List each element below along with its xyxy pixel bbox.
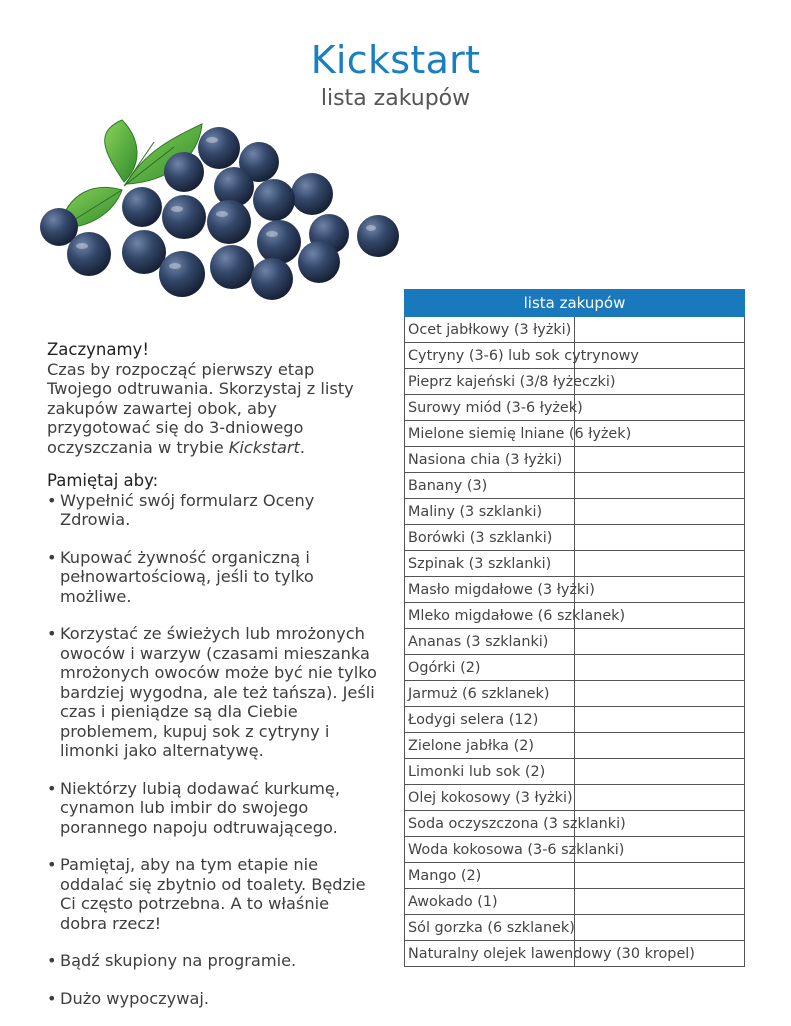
shopping-list-row	[405, 759, 745, 785]
intro-text	[47, 360, 377, 458]
shopping-item-label: Łodygi selera (12)	[405, 707, 575, 733]
shopping-item-label: Ogórki (2)	[405, 655, 575, 681]
shopping-item-label: Ocet jabłkowy (3 łyżki)	[405, 317, 575, 343]
instructions-panel	[47, 340, 377, 1026]
shopping-item-label: Masło migdałowe (3 łyżki)	[405, 577, 575, 603]
reminder-item: • Bądź skupiony na programie.	[47, 951, 377, 971]
intro-text-end: .	[299, 437, 306, 457]
reminder-item: • Niektórzy lubią dodawać kurkumę, cynamon lub imbir do swojego porannego napoju odtruwającego.	[47, 779, 377, 838]
shopping-item-label: Sól gorzka (6 szklanek)	[405, 915, 575, 941]
shopping-item-label: Woda kokosowa (3-6 szklanki)	[405, 837, 575, 863]
shopping-list-row	[405, 343, 745, 369]
shopping-list-row	[405, 707, 745, 733]
reminder-item: • Pamiętaj, aby na tym etapie nie oddalać się zbytnio od toalety. Będzie Ci często potrzebna. A to właśnie dobra rzecz!	[47, 855, 377, 933]
shopping-list-table	[404, 289, 745, 967]
shopping-item-checkbox[interactable]	[575, 525, 745, 551]
shopping-list-row	[405, 681, 745, 707]
shopping-item-checkbox[interactable]	[575, 863, 745, 889]
shopping-list-row	[405, 369, 745, 395]
shopping-list-header: lista zakupów	[405, 290, 745, 317]
shopping-item-label: Mleko migdałowe (6 szklanek)	[405, 603, 575, 629]
page-title: Kickstart	[310, 38, 481, 82]
shopping-list-row	[405, 655, 745, 681]
shopping-item-label: Soda oczyszczona (3 szklanki)	[405, 811, 575, 837]
shopping-item-label: Limonki lub sok (2)	[405, 759, 575, 785]
shopping-list-row	[405, 915, 745, 941]
shopping-item-checkbox[interactable]	[575, 707, 745, 733]
shopping-list-row	[405, 863, 745, 889]
shopping-item-label: Mango (2)	[405, 863, 575, 889]
shopping-list-row	[405, 473, 745, 499]
shopping-item-label: Awokado (1)	[405, 889, 575, 915]
reminders-heading: Pamiętaj aby:	[47, 471, 159, 490]
shopping-list-row	[405, 317, 745, 343]
reminders-list	[47, 491, 377, 1009]
shopping-item-label: Banany (3)	[405, 473, 575, 499]
intro-heading: Zaczynamy!	[47, 340, 149, 359]
shopping-item-checkbox[interactable]	[575, 447, 745, 473]
blueberries-with-mint-illustration	[34, 112, 409, 307]
shopping-item-checkbox[interactable]	[575, 785, 745, 811]
shopping-list-row	[405, 733, 745, 759]
shopping-item-checkbox[interactable]	[575, 395, 745, 421]
shopping-list-row	[405, 499, 745, 525]
reminder-item: • Dużo wypoczywaj.	[47, 989, 377, 1009]
shopping-item-label: Szpinak (3 szklanki)	[405, 551, 575, 577]
shopping-item-label: Naturalny olejek lawendowy (30 kropel)	[405, 941, 575, 967]
shopping-list-row	[405, 395, 745, 421]
shopping-item-label: Cytryny (3-6) lub sok cytrynowy	[405, 343, 575, 369]
shopping-item-checkbox[interactable]	[575, 733, 745, 759]
shopping-item-checkbox[interactable]	[575, 473, 745, 499]
shopping-list-row	[405, 941, 745, 967]
shopping-list-row	[405, 837, 745, 863]
intro-text-body: Czas by rozpocząć pierwszy etap Twojego odtruwania. Skorzystaj z listy zakupów zawartej obok, aby przygotować się do 3-dniowego oczyszczania w trybie	[47, 359, 354, 457]
shopping-item-label: Zielone jabłka (2)	[405, 733, 575, 759]
shopping-item-checkbox[interactable]	[575, 681, 745, 707]
shopping-item-checkbox[interactable]	[575, 629, 745, 655]
shopping-list-row	[405, 785, 745, 811]
shopping-list-row	[405, 577, 745, 603]
shopping-item-label: Jarmuż (6 szklanek)	[405, 681, 575, 707]
shopping-item-checkbox[interactable]	[575, 759, 745, 785]
shopping-list-row	[405, 629, 745, 655]
reminder-item: • Kupować żywność organiczną i pełnowartościową, jeśli to tylko możliwe.	[47, 548, 377, 607]
shopping-list-row	[405, 603, 745, 629]
shopping-list-row	[405, 447, 745, 473]
shopping-item-checkbox[interactable]	[575, 499, 745, 525]
shopping-list-row	[405, 811, 745, 837]
shopping-item-checkbox[interactable]	[575, 889, 745, 915]
shopping-item-label: Ananas (3 szklanki)	[405, 629, 575, 655]
shopping-item-label: Borówki (3 szklanki)	[405, 525, 575, 551]
shopping-item-checkbox[interactable]	[575, 551, 745, 577]
shopping-item-checkbox[interactable]	[575, 577, 745, 603]
shopping-item-label: Maliny (3 szklanki)	[405, 499, 575, 525]
shopping-list-body	[405, 317, 745, 967]
shopping-list-row	[405, 551, 745, 577]
shopping-item-label: Surowy miód (3-6 łyżek)	[405, 395, 575, 421]
shopping-item-label: Pieprz kajeński (3/8 łyżeczki)	[405, 369, 575, 395]
shopping-item-checkbox[interactable]	[575, 317, 745, 343]
program-name: Kickstart	[228, 437, 300, 457]
shopping-item-checkbox[interactable]	[575, 915, 745, 941]
reminder-item: • Korzystać ze świeżych lub mrożonych owoców i warzyw (czasami mieszanka mrożonych owoców może być nie tylko bardziej wygodna, ale też tańsza). Jeśli czas i pieniądze są dla Ciebie problemem, kupuj sok z cytryny i limonki jako alternatywę.	[47, 624, 377, 761]
shopping-item-label: Nasiona chia (3 łyżki)	[405, 447, 575, 473]
shopping-list-row	[405, 525, 745, 551]
shopping-item-label: Olej kokosowy (3 łyżki)	[405, 785, 575, 811]
shopping-item-checkbox[interactable]	[575, 655, 745, 681]
reminder-item: • Wypełnić swój formularz Oceny Zdrowia.	[47, 491, 377, 530]
shopping-list-row	[405, 421, 745, 447]
shopping-item-label: Mielone siemię lniane (6 łyżek)	[405, 421, 575, 447]
shopping-list-row	[405, 889, 745, 915]
page-subtitle: lista zakupów	[320, 86, 471, 111]
